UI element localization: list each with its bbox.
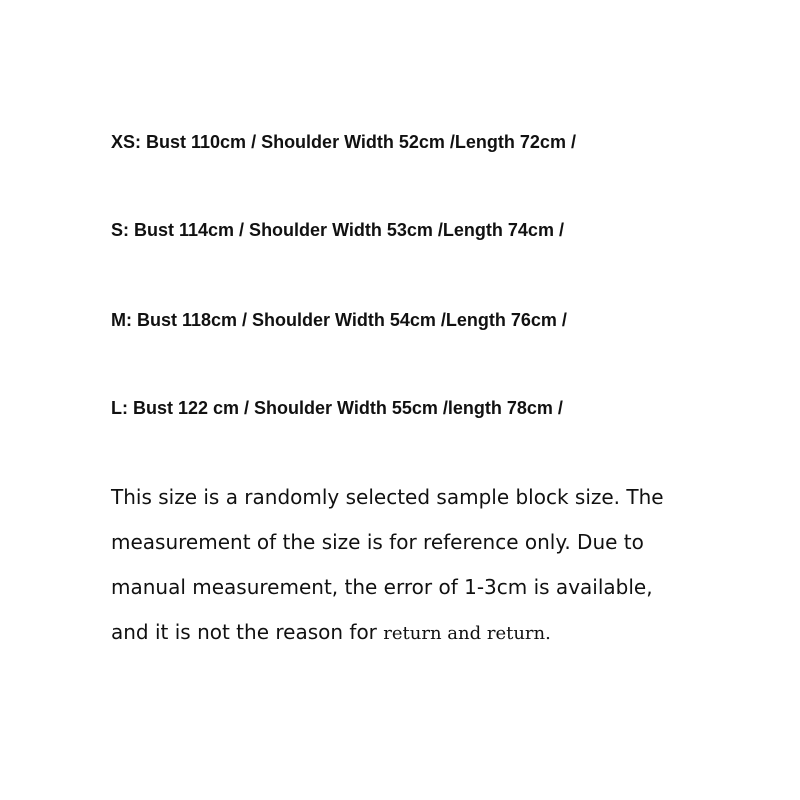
- note-line-4-end: return and return.: [383, 623, 551, 644]
- size-row-s: S: Bust 114cm / Shoulder Width 53cm /Length 74cm /: [111, 220, 564, 240]
- size-row-l: L: Bust 122 cm / Shoulder Width 55cm /length 78cm /: [111, 398, 563, 418]
- note-line-3: manual measurement, the error of 1-3cm is available,: [111, 575, 653, 599]
- size-row-m: M: Bust 118cm / Shoulder Width 54cm /Length 76cm /: [111, 310, 567, 330]
- size-row-xs: XS: Bust 110cm / Shoulder Width 52cm /Length 72cm /: [111, 132, 576, 152]
- note-line-1: This size is a randomly selected sample block size. The: [111, 485, 664, 509]
- note-line-4-start: and it is not the reason for: [111, 620, 384, 644]
- note-line-4: [111, 619, 551, 647]
- note-line-2: measurement of the size is for reference only. Due to: [111, 530, 644, 554]
